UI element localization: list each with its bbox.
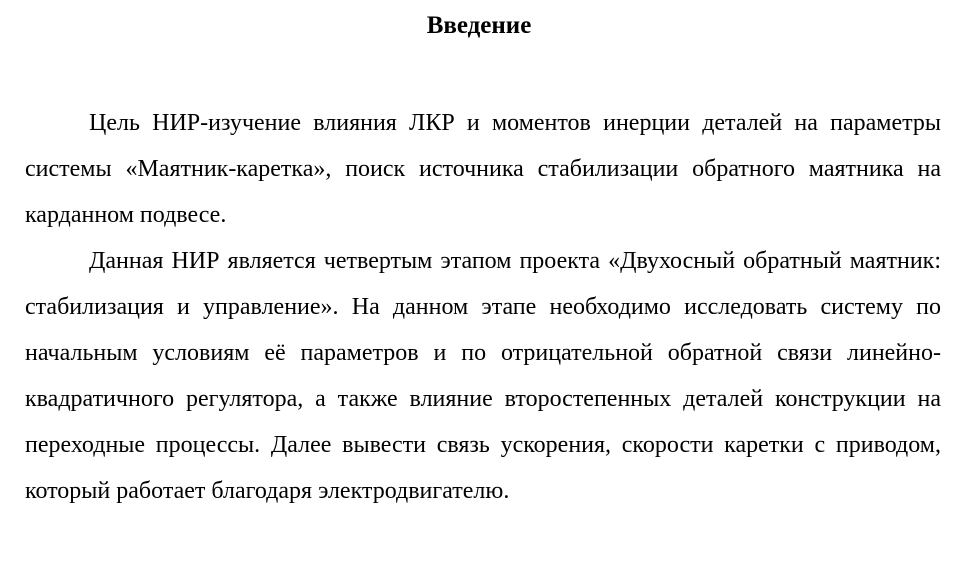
paragraph-stage: Данная НИР является четвертым этапом проекта «Двухосный обратный маятник: стабилизация и управление». На данном этапе необходимо исследовать систему по начальным условиям её параметров и по отрицательной обратной связи линейно-квадратичного регулятора, а также влияние второстепенных деталей конструкции на переходные процессы. Далее вывести связь ускорения, скорости каретки с приводом, который работает благодаря электродвигателю.	[25, 248, 941, 504]
section-title: Введение	[426, 12, 532, 39]
section-body	[25, 100, 941, 514]
paragraph-goal: Цель НИР-изучение влияния ЛКР и моментов инерции деталей на параметры системы «Маятник-каретка», поиск источника стабилизации обратного маятника на карданном подвесе.	[25, 110, 941, 228]
